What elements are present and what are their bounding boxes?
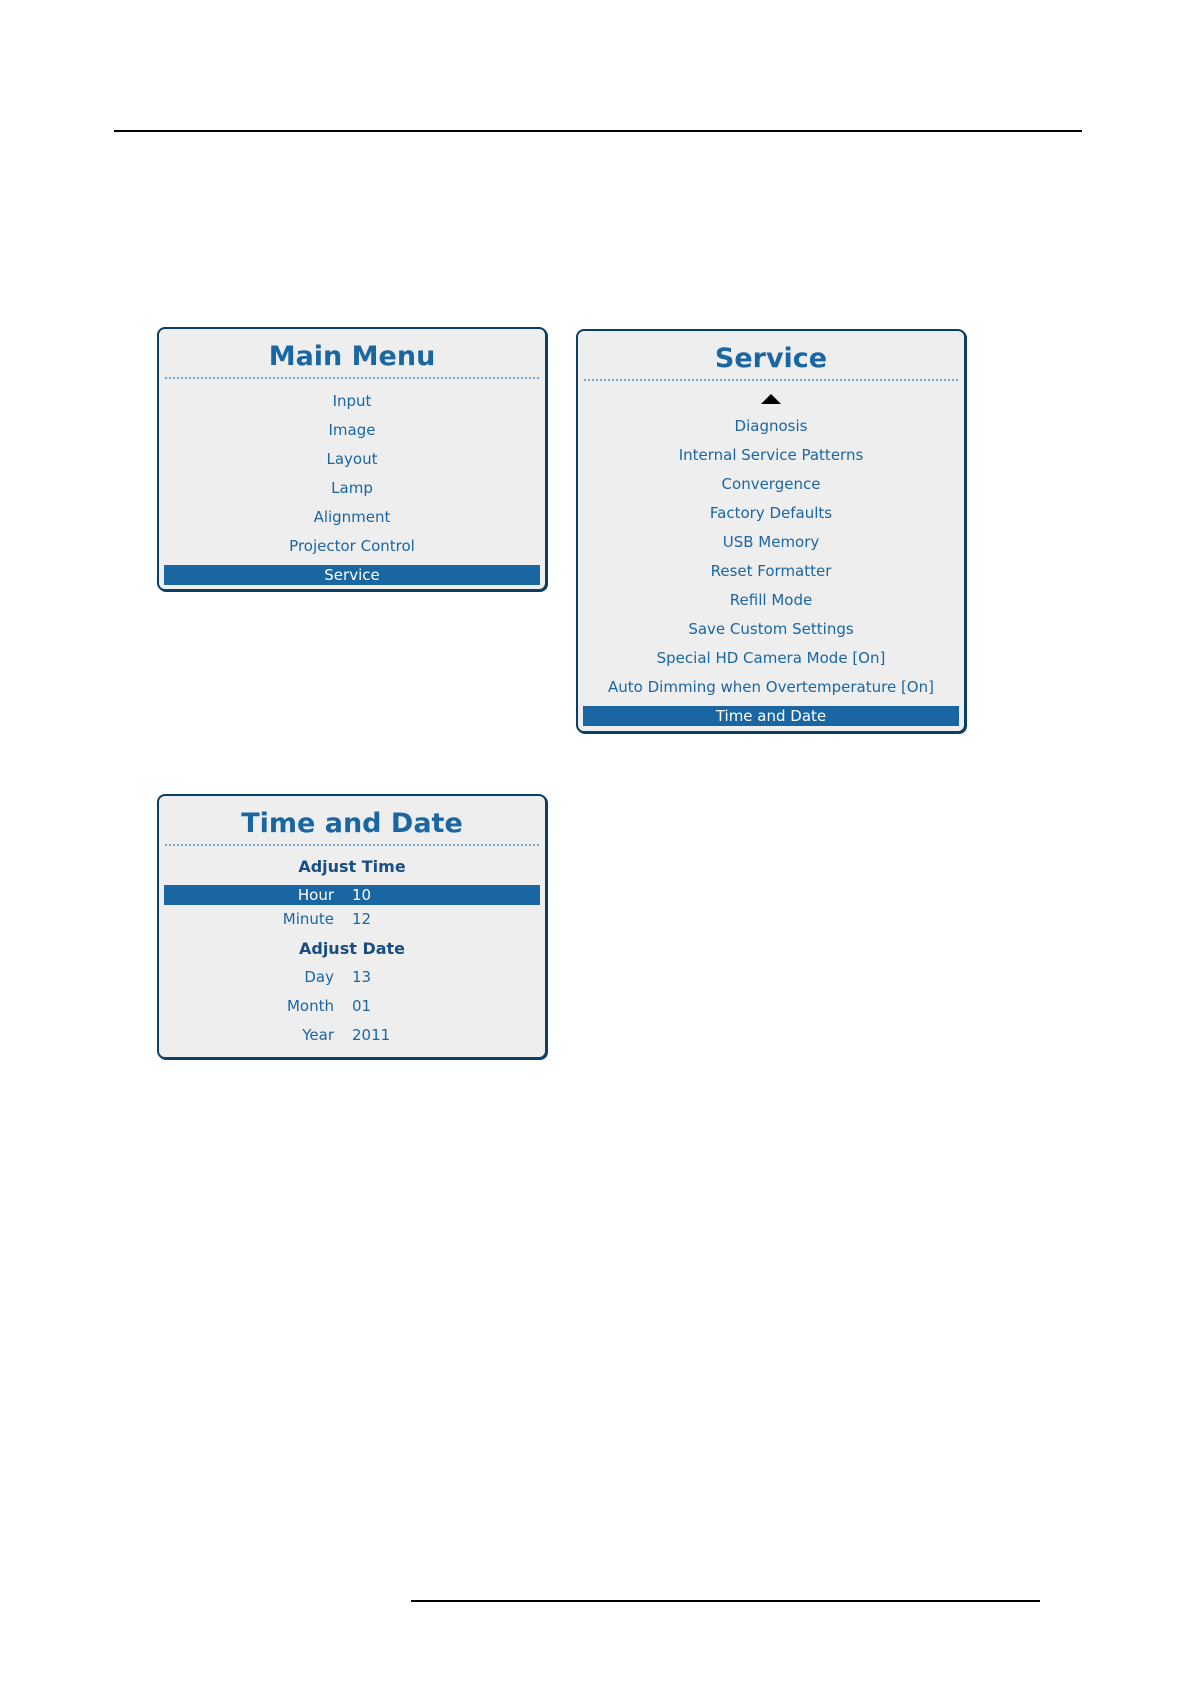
minute-field[interactable] <box>164 905 540 934</box>
scroll-up-arrow[interactable] <box>578 385 964 412</box>
menu-item-image[interactable]: Image <box>328 421 376 439</box>
menu-item-input[interactable]: Input <box>332 392 372 410</box>
year-field[interactable] <box>164 1021 540 1050</box>
menu-separator <box>165 844 539 846</box>
year-label: Year <box>302 1026 334 1044</box>
adjust-date-heading: Adjust Date <box>298 939 406 958</box>
time-date-list <box>159 852 545 1050</box>
month-field[interactable] <box>164 992 540 1021</box>
menu-item-time-and-date[interactable]: Time and Date <box>583 706 959 726</box>
time-date-menu-title: Time and Date <box>241 808 463 839</box>
day-field[interactable] <box>164 963 540 992</box>
menu-item-save-custom-settings[interactable]: Save Custom Settings <box>688 620 854 638</box>
menu-item-usb-memory[interactable]: USB Memory <box>722 533 820 551</box>
month-value: 01 <box>352 997 372 1015</box>
main-menu-panel <box>157 327 547 591</box>
day-value: 13 <box>352 968 372 986</box>
menu-item-layout[interactable]: Layout <box>326 450 378 468</box>
footer-rule <box>411 1600 1040 1602</box>
menu-item-auto-dimming[interactable]: Auto Dimming when Overtemperature [On] <box>608 678 934 696</box>
minute-value: 12 <box>352 910 372 928</box>
arrow-up-icon <box>761 394 781 404</box>
year-value: 2011 <box>352 1026 391 1044</box>
hour-label: Hour <box>297 886 334 904</box>
menu-separator <box>165 377 539 379</box>
service-menu-title: Service <box>714 343 828 374</box>
menu-item-refill-mode[interactable]: Refill Mode <box>729 591 813 609</box>
header-rule <box>114 130 1082 132</box>
menu-item-service[interactable]: Service <box>164 565 540 585</box>
menu-item-diagnosis[interactable]: Diagnosis <box>734 417 808 435</box>
adjust-time-heading: Adjust Time <box>298 857 406 876</box>
hour-value: 10 <box>352 886 372 904</box>
menu-separator <box>584 379 958 381</box>
menu-item-internal-service-patterns[interactable]: Internal Service Patterns <box>678 446 864 464</box>
main-menu-list <box>159 387 545 585</box>
time-date-menu-panel <box>157 794 547 1059</box>
service-menu-list <box>578 385 964 726</box>
menu-item-factory-defaults[interactable]: Factory Defaults <box>709 504 833 522</box>
month-label: Month <box>286 997 334 1015</box>
day-label: Day <box>304 968 334 986</box>
service-menu-panel <box>576 329 966 733</box>
menu-item-lamp[interactable]: Lamp <box>331 479 373 497</box>
menu-item-reset-formatter[interactable]: Reset Formatter <box>710 562 832 580</box>
minute-label: Minute <box>282 910 334 928</box>
menu-item-alignment[interactable]: Alignment <box>313 508 391 526</box>
menu-item-convergence[interactable]: Convergence <box>721 475 821 493</box>
menu-item-special-hd-camera-mode[interactable]: Special HD Camera Mode [On] <box>656 649 886 667</box>
menu-item-projector-control[interactable]: Projector Control <box>289 537 415 555</box>
hour-field[interactable] <box>164 885 540 905</box>
main-menu-title: Main Menu <box>268 341 436 372</box>
